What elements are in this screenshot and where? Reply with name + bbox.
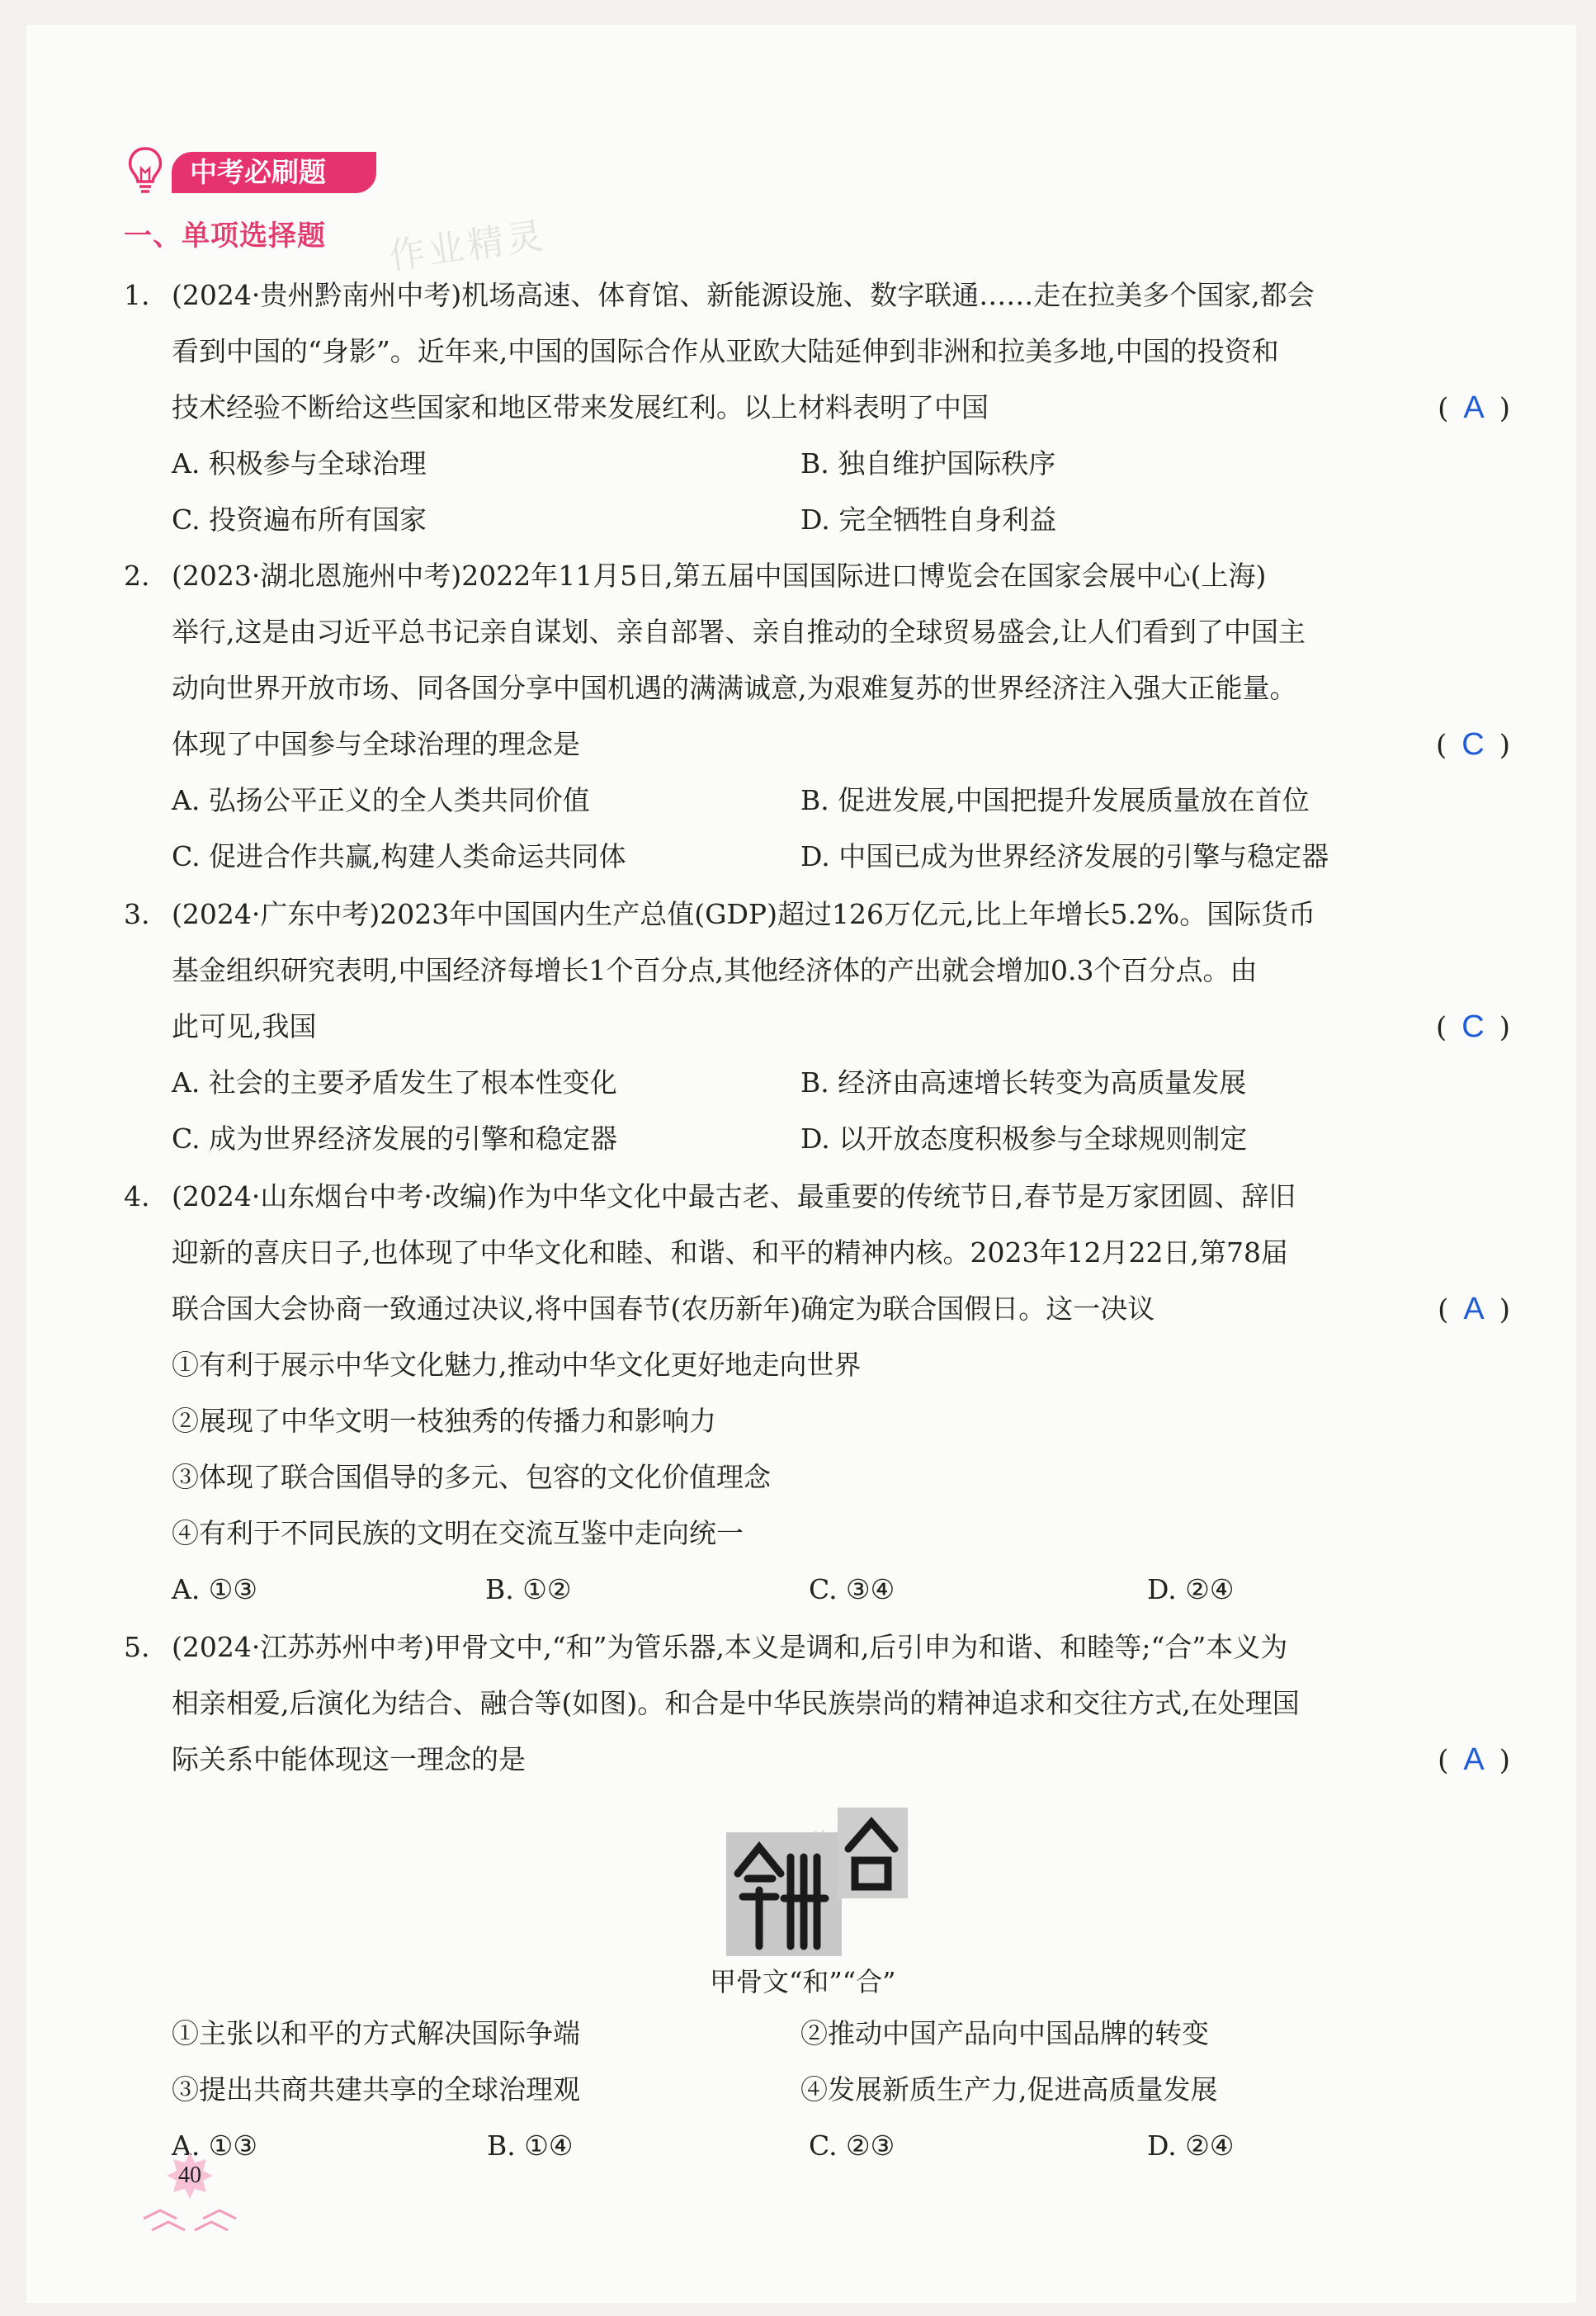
page-number-text: 40 <box>178 2162 201 2188</box>
question-number: 5. <box>124 1631 150 1663</box>
question-2 <box>124 548 1510 885</box>
answer-letter: C <box>1461 727 1485 762</box>
question-number: 1. <box>124 279 150 311</box>
stem-line: 际关系中能体现这一理念的是 <box>172 1743 526 1775</box>
stem-line: 举行,这是由习近平总书记亲自谋划、亲自部署、亲自推动的全球贸易盛会,让人们看到了中国主 <box>172 616 1306 648</box>
answer-letter: A <box>1463 390 1485 425</box>
option-a[interactable]: A. ①③ <box>172 1573 257 1605</box>
option-a[interactable]: A. ①③ <box>172 2129 257 2162</box>
statement-item: ②展现了中华文明一枝独秀的传播力和影响力 <box>172 1405 716 1437</box>
question-number: 3. <box>124 898 150 930</box>
option-b[interactable]: B. ①② <box>485 1573 572 1605</box>
stem-line: 动向世界开放市场、同各国分享中国机遇的满满诚意,为艰难复苏的世界经济注入强大正能量。 <box>172 672 1297 704</box>
wave-decoration-icon <box>140 2205 239 2238</box>
options-row <box>124 829 1510 885</box>
options-row <box>124 1055 1510 1111</box>
option-b[interactable]: B. 经济由高速增长转变为高质量发展 <box>800 1066 1247 1099</box>
option-c[interactable]: C. ②③ <box>809 2129 895 2162</box>
option-b[interactable]: B. 促进发展,中国把提升发展质量放在首位 <box>800 784 1310 816</box>
answer-letter: C <box>1461 1009 1485 1044</box>
stem-line: 相亲相爱,后演化为结合、融合等(如图)。和合是中华民族崇尚的精神追求和交往方式,在处理国 <box>172 1687 1300 1719</box>
stem-line: 联合国大会协商一致通过决议,将中国春节(农历新年)确定为联合国假日。这一决议 <box>172 1293 1155 1325</box>
question-1 <box>124 267 1510 548</box>
option-c[interactable]: C. 成为世界经济发展的引擎和稳定器 <box>172 1123 618 1155</box>
question-4 <box>124 1169 1510 1618</box>
stem-line: 迎新的喜庆日子,也体现了中华文化和睦、和谐、和平的精神内核。2023年12月22日,第78届 <box>172 1236 1288 1269</box>
statement-row <box>124 2006 1510 2062</box>
figure-caption: 甲骨文“和”“合” <box>710 1966 896 1997</box>
option-c[interactable]: C. ③④ <box>809 1573 895 1605</box>
option-a[interactable]: A. 积极参与全球治理 <box>172 447 427 480</box>
answer-letter: A <box>1463 1292 1485 1326</box>
answer-bracket: ( A ) <box>1438 390 1510 425</box>
question-5 <box>124 1619 1510 1788</box>
statement-item: ④有利于不同民族的文明在交流互鉴中走向统一 <box>172 1517 744 1549</box>
question-number: 2. <box>124 560 150 592</box>
option-b[interactable]: B. 独自维护国际秩序 <box>800 447 1056 480</box>
answer-bracket: ( A ) <box>1438 1292 1510 1326</box>
question-3 <box>124 886 1510 1167</box>
oracle-bone-figure <box>726 1808 908 1956</box>
statement-item: ③提出共商共建共享的全球治理观 <box>172 2073 580 2106</box>
question-number: 4. <box>124 1180 150 1212</box>
section-title: 一、单项选择题 <box>124 220 326 253</box>
option-b[interactable]: B. ①④ <box>487 2129 574 2162</box>
option-d[interactable]: D. 以开放态度积极参与全球规则制定 <box>800 1123 1248 1155</box>
options-row <box>124 1562 1510 1618</box>
statement-item: ①有利于展示中华文化魅力,推动中华文化更好地走向世界 <box>172 1349 862 1381</box>
option-d[interactable]: D. ②④ <box>1147 1573 1235 1605</box>
banner-title: 中考必刷题 <box>172 152 376 193</box>
stem-line: (2024·贵州黔南州中考)机场高速、体育馆、新能源设施、数字联通……走在拉美多个国家,都会 <box>172 279 1315 311</box>
stem-line: 基金组织研究表明,中国经济每增长1个百分点,其他经济体的产出就会增加0.3个百分点。由 <box>172 954 1258 986</box>
option-c[interactable]: C. 促进合作共赢,构建人类命运共同体 <box>172 840 626 872</box>
answer-bracket: ( C ) <box>1436 1009 1510 1044</box>
options-row <box>124 773 1510 829</box>
option-a[interactable]: A. 社会的主要矛盾发生了根本性变化 <box>172 1066 617 1099</box>
answer-bracket: ( A ) <box>1438 1742 1510 1777</box>
option-c[interactable]: C. 投资遍布所有国家 <box>172 503 427 536</box>
options-row <box>124 1111 1510 1167</box>
answer-letter: A <box>1463 1742 1485 1777</box>
stem-line: 体现了中国参与全球治理的理念是 <box>172 728 580 760</box>
watermark: 作业精灵 <box>386 214 550 279</box>
question-5-choices <box>124 2006 1510 2174</box>
stem-line: 此可见,我国 <box>172 1010 317 1042</box>
option-d[interactable]: D. 中国已成为世界经济发展的引擎与稳定器 <box>800 840 1329 872</box>
options-row <box>124 492 1510 548</box>
stem-line: 看到中国的“身影”。近年来,中国的国际合作从亚欧大陆延伸到非洲和拉美多地,中国的投资和 <box>172 335 1279 367</box>
stem-line: (2023·湖北恩施州中考)2022年11月5日,第五届中国国际进口博览会在国家会展中心(上海) <box>172 560 1267 592</box>
stem-line: 技术经验不断给这些国家和地区带来发展红利。以上材料表明了中国 <box>172 391 989 423</box>
answer-bracket: ( C ) <box>1436 727 1510 762</box>
options-row <box>124 436 1510 492</box>
statement-item: ①主张以和平的方式解决国际争端 <box>172 2017 580 2049</box>
option-d[interactable]: D. 完全牺牲自身利益 <box>800 503 1057 536</box>
stem-line: (2024·山东烟台中考·改编)作为中华文化中最古老、最重要的传统节日,春节是万家团圆、辞旧 <box>172 1180 1296 1212</box>
statement-item: ④发展新质生产力,促进高质量发展 <box>800 2073 1218 2106</box>
lightbulb-icon <box>124 145 167 196</box>
option-a[interactable]: A. 弘扬公平正义的全人类共同价值 <box>172 784 590 816</box>
stem-line: (2024·广东中考)2023年中国国内生产总值(GDP)超过126万亿元,比上年增长5.2%。国际货币 <box>172 898 1316 930</box>
page-number <box>163 2149 216 2202</box>
statement-item: ②推动中国产品向中国品牌的转变 <box>800 2017 1209 2049</box>
statement-item: ③体现了联合国倡导的多元、包容的文化价值理念 <box>172 1461 771 1493</box>
option-d[interactable]: D. ②④ <box>1147 2129 1235 2162</box>
statement-row <box>124 2062 1510 2118</box>
options-row <box>124 2118 1510 2174</box>
stem-line: (2024·江苏苏州中考)甲骨文中,“和”为管乐器,本义是调和,后引申为和谐、和睦等;“合”本义为 <box>172 1631 1288 1663</box>
